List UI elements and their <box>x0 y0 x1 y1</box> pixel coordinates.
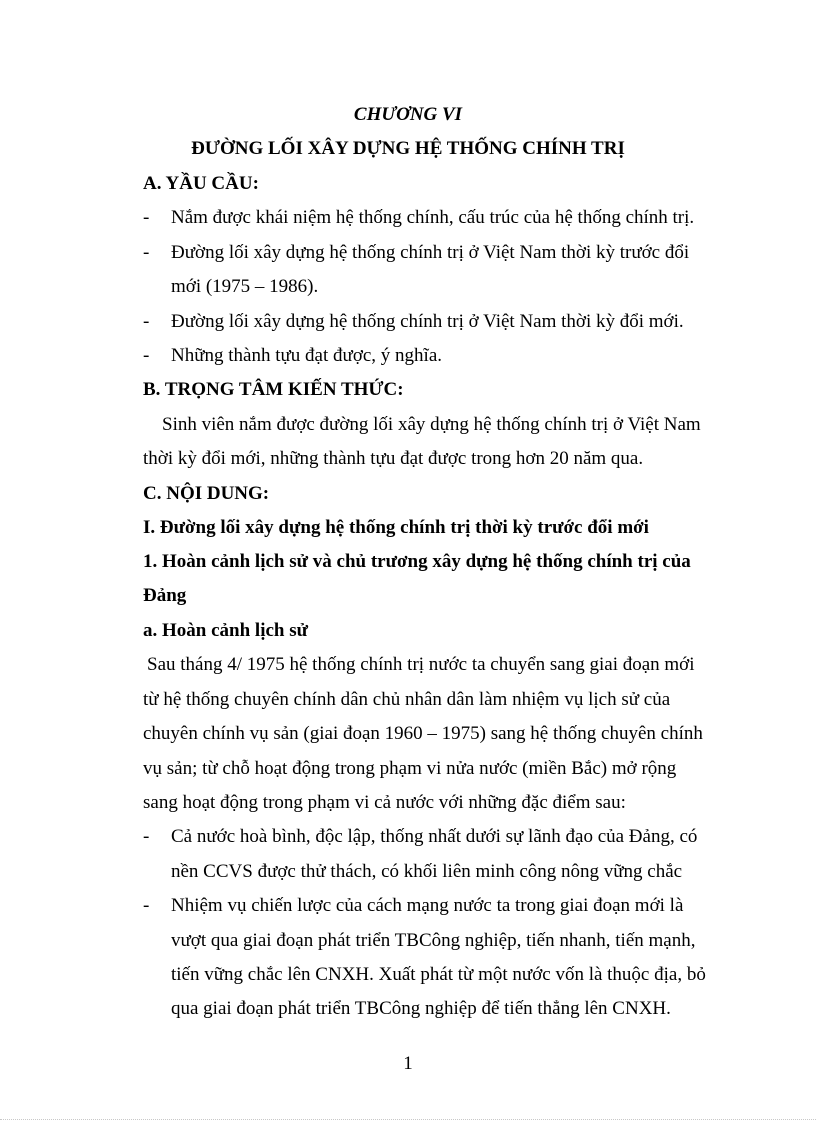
list-item-continuation: vượt qua giai đoạn phát triển TBCông nghiệp, tiến nhanh, tiến mạnh, <box>171 930 696 951</box>
paragraph-line: Sau tháng 4/ 1975 hệ thống chính trị nước ta chuyển sang giai đoạn mới <box>147 654 695 675</box>
section-a-heading: A. YẦU CẦU: <box>143 173 259 194</box>
list-item: Những thành tựu đạt được, ý nghĩa. <box>171 345 443 366</box>
paragraph-line: thời kỳ đổi mới, những thành tựu đạt được trong hơn 20 năm qua. <box>143 448 644 469</box>
bullet-dash: - <box>143 207 150 228</box>
list-item-continuation: mới (1975 – 1986). <box>171 276 319 297</box>
bullet-dash: - <box>143 826 150 847</box>
part-1-heading: I. Đường lối xây dựng hệ thống chính trị thời kỳ trước đổi mới <box>143 517 649 538</box>
bullet-dash: - <box>143 345 150 366</box>
subsection-1-heading: 1. Hoàn cảnh lịch sử và chủ trương xây dựng hệ thống chính trị của <box>143 551 691 572</box>
subsection-1-heading-cont: Đảng <box>143 585 187 606</box>
list-item: Cả nước hoà bình, độc lập, thống nhất dưới sự lãnh đạo của Đảng, có <box>171 826 698 847</box>
paragraph-line: sang hoạt động trong phạm vi cả nước với những đặc điểm sau: <box>143 792 626 813</box>
list-item-continuation: tiến vững chắc lên CNXH. Xuất phát từ một nước vốn là thuộc địa, bỏ <box>171 964 706 985</box>
bullet-dash: - <box>143 895 150 916</box>
section-b-heading: B. TRỌNG TÂM KIẾN THỨC: <box>143 379 404 400</box>
bullet-dash: - <box>143 242 150 263</box>
list-item: Nhiệm vụ chiến lược của cách mạng nước ta trong giai đoạn mới là <box>171 895 684 916</box>
page-bottom-rule <box>0 1119 816 1120</box>
paragraph-line: vụ sản; từ chỗ hoạt động trong phạm vi nửa nước (miền Bắc) mở rộng <box>143 758 677 779</box>
paragraph-line: từ hệ thống chuyên chính dân chủ nhân dân làm nhiệm vụ lịch sử của <box>143 689 671 710</box>
chapter-title: ĐƯỜNG LỐI XÂY DỰNG HỆ THỐNG CHÍNH TRỊ <box>191 138 625 159</box>
list-item: Nắm được khái niệm hệ thống chính, cấu trúc của hệ thống chính trị. <box>171 207 695 228</box>
paragraph-line: Sinh viên nắm được đường lối xây dựng hệ thống chính trị ở Việt Nam <box>162 414 701 435</box>
page-number: 1 <box>403 1053 413 1074</box>
chapter-number: CHƯƠNG VI <box>353 104 463 125</box>
subsection-a-heading: a. Hoàn cảnh lịch sử <box>143 620 309 641</box>
list-item-continuation: qua giai đoạn phát triển TBCông nghiệp để tiến thẳng lên CNXH. <box>171 998 671 1019</box>
list-item: Đường lối xây dựng hệ thống chính trị ở Việt Nam thời kỳ đổi mới. <box>171 311 684 332</box>
list-item: Đường lối xây dựng hệ thống chính trị ở Việt Nam thời kỳ trước đổi <box>171 242 690 263</box>
list-item-continuation: nền CCVS được thử thách, có khối liên minh công nông vững chắc <box>171 861 683 882</box>
section-c-heading: C. NỘI DUNG: <box>143 483 270 504</box>
bullet-dash: - <box>143 311 150 332</box>
paragraph-line: chuyên chính vụ sản (giai đoạn 1960 – 1975) sang hệ thống chuyên chính <box>143 723 703 744</box>
